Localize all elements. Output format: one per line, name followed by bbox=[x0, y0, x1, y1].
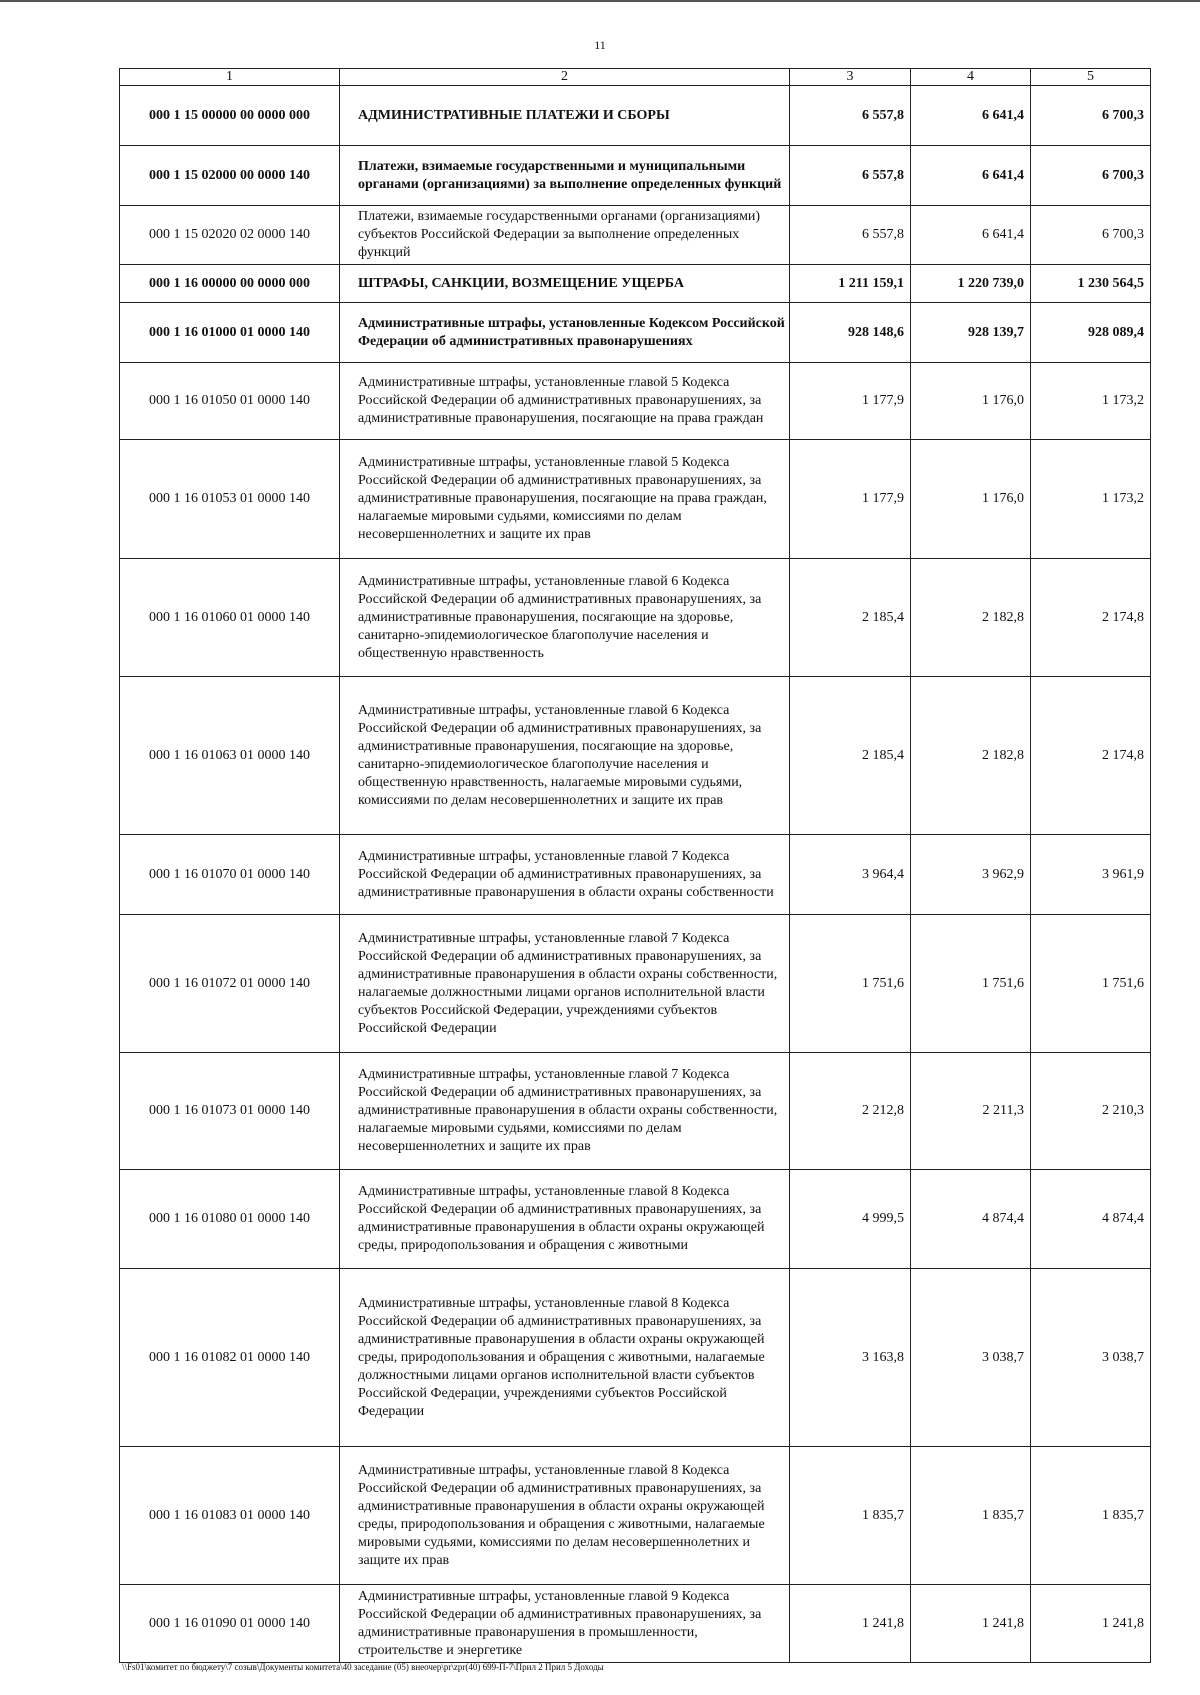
table-row bbox=[120, 146, 1151, 206]
value-col3: 1 241,8 bbox=[790, 1585, 911, 1663]
budget-code: 000 1 16 00000 00 0000 000 bbox=[120, 265, 340, 303]
value-col5: 1 241,8 bbox=[1031, 1585, 1151, 1663]
budget-code: 000 1 16 01082 01 0000 140 bbox=[120, 1269, 340, 1447]
value-col3: 2 185,4 bbox=[790, 677, 911, 835]
table-row bbox=[120, 1585, 1151, 1663]
revenue-name: Платежи, взимаемые государственными и муниципальными органами (организациями) за выполнение определенных функций bbox=[340, 146, 790, 206]
table-row bbox=[120, 1053, 1151, 1170]
value-col5: 1 751,6 bbox=[1031, 915, 1151, 1053]
budget-code: 000 1 16 01090 01 0000 140 bbox=[120, 1585, 340, 1663]
column-header: 4 bbox=[911, 69, 1031, 86]
value-col4: 6 641,4 bbox=[911, 86, 1031, 146]
revenue-name: Административные штрафы, установленные главой 7 Кодекса Российской Федерации об административных правонарушениях, за административные правонарушения в области охраны собственности, налагаемые мировыми судьями, комиссиями по делам несовершеннолетних и защите их прав bbox=[340, 1053, 790, 1170]
budget-code: 000 1 16 01050 01 0000 140 bbox=[120, 363, 340, 440]
budget-code: 000 1 16 01070 01 0000 140 bbox=[120, 835, 340, 915]
value-col5: 2 174,8 bbox=[1031, 559, 1151, 677]
budget-code: 000 1 15 02020 02 0000 140 bbox=[120, 206, 340, 265]
value-col5: 1 173,2 bbox=[1031, 363, 1151, 440]
budget-code: 000 1 16 01073 01 0000 140 bbox=[120, 1053, 340, 1170]
budget-code: 000 1 16 01060 01 0000 140 bbox=[120, 559, 340, 677]
revenue-name: АДМИНИСТРАТИВНЫЕ ПЛАТЕЖИ И СБОРЫ bbox=[340, 86, 790, 146]
column-header: 2 bbox=[340, 69, 790, 86]
value-col4: 1 241,8 bbox=[911, 1585, 1031, 1663]
value-col4: 1 176,0 bbox=[911, 363, 1031, 440]
revenue-name: Административные штрафы, установленные Кодексом Российской Федерации об административных правонарушениях bbox=[340, 303, 790, 363]
revenue-name: Административные штрафы, установленные главой 7 Кодекса Российской Федерации об административных правонарушениях, за административные правонарушения в области охраны собственности, налагаемые должностными лицами органов исполнительной власти субъектов Российской Федерации, учреждениями субъектов Российской Федерации bbox=[340, 915, 790, 1053]
value-col4: 2 211,3 bbox=[911, 1053, 1031, 1170]
value-col4: 1 835,7 bbox=[911, 1447, 1031, 1585]
value-col3: 1 751,6 bbox=[790, 915, 911, 1053]
value-col5: 1 173,2 bbox=[1031, 440, 1151, 559]
value-col3: 1 177,9 bbox=[790, 363, 911, 440]
value-col4: 1 751,6 bbox=[911, 915, 1031, 1053]
value-col3: 6 557,8 bbox=[790, 146, 911, 206]
budget-code: 000 1 16 01063 01 0000 140 bbox=[120, 677, 340, 835]
table-row bbox=[120, 363, 1151, 440]
value-col4: 6 641,4 bbox=[911, 206, 1031, 265]
value-col5: 1 230 564,5 bbox=[1031, 265, 1151, 303]
value-col5: 6 700,3 bbox=[1031, 206, 1151, 265]
value-col3: 1 177,9 bbox=[790, 440, 911, 559]
page-number: 11 bbox=[594, 38, 606, 52]
revenue-table bbox=[119, 68, 1151, 1663]
value-col3: 3 964,4 bbox=[790, 835, 911, 915]
file-path-footer: \\Fs01\комитет по бюджету\7 созыв\Документы комитета\40 заседание (05) внеочер\pr\zpr(40) 699-П-7\Прил 2 Прил 5 Доходы bbox=[122, 1662, 604, 1672]
budget-code: 000 1 16 01083 01 0000 140 bbox=[120, 1447, 340, 1585]
value-col4: 928 139,7 bbox=[911, 303, 1031, 363]
table-row bbox=[120, 1447, 1151, 1585]
value-col4: 2 182,8 bbox=[911, 677, 1031, 835]
revenue-name: Административные штрафы, установленные главой 5 Кодекса Российской Федерации об административных правонарушениях, за административные правонарушения, посягающие на права граждан, налагаемые мировыми судьями, комиссиями по делам несовершеннолетних и защите их прав bbox=[340, 440, 790, 559]
revenue-name: Административные штрафы, установленные главой 8 Кодекса Российской Федерации об административных правонарушениях, за административные правонарушения в области охраны окружающей среды, природопользования и обращения с животными, налагаемые мировыми судьями, комиссиями по делам несовершеннолетних и защите их прав bbox=[340, 1447, 790, 1585]
revenue-name: Административные штрафы, установленные главой 6 Кодекса Российской Федерации об административных правонарушениях, за административные правонарушения, посягающие на здоровье, санитарно-эпидемиологическое благополучие населения и общественную нравственность bbox=[340, 559, 790, 677]
value-col3: 4 999,5 bbox=[790, 1170, 911, 1269]
column-header: 5 bbox=[1031, 69, 1151, 86]
budget-code: 000 1 16 01072 01 0000 140 bbox=[120, 915, 340, 1053]
column-number-row bbox=[120, 69, 1151, 86]
value-col5: 4 874,4 bbox=[1031, 1170, 1151, 1269]
table-row bbox=[120, 1269, 1151, 1447]
value-col5: 6 700,3 bbox=[1031, 146, 1151, 206]
table-row bbox=[120, 440, 1151, 559]
budget-code: 000 1 16 01053 01 0000 140 bbox=[120, 440, 340, 559]
budget-code: 000 1 16 01000 01 0000 140 bbox=[120, 303, 340, 363]
revenue-name: Административные штрафы, установленные главой 9 Кодекса Российской Федерации об административных правонарушениях, за административные правонарушения в промышленности, строительстве и энергетике bbox=[340, 1585, 790, 1663]
table-row bbox=[120, 677, 1151, 835]
table-row bbox=[120, 206, 1151, 265]
revenue-name: Административные штрафы, установленные главой 5 Кодекса Российской Федерации об административных правонарушениях, за административные правонарушения, посягающие на права граждан bbox=[340, 363, 790, 440]
value-col5: 2 174,8 bbox=[1031, 677, 1151, 835]
value-col5: 6 700,3 bbox=[1031, 86, 1151, 146]
budget-code: 000 1 15 02000 00 0000 140 bbox=[120, 146, 340, 206]
revenue-name: Административные штрафы, установленные главой 7 Кодекса Российской Федерации об административных правонарушениях, за административные правонарушения в области охраны собственности bbox=[340, 835, 790, 915]
value-col3: 3 163,8 bbox=[790, 1269, 911, 1447]
value-col4: 3 038,7 bbox=[911, 1269, 1031, 1447]
value-col4: 6 641,4 bbox=[911, 146, 1031, 206]
value-col4: 3 962,9 bbox=[911, 835, 1031, 915]
table-row bbox=[120, 265, 1151, 303]
value-col4: 2 182,8 bbox=[911, 559, 1031, 677]
value-col3: 1 211 159,1 bbox=[790, 265, 911, 303]
value-col3: 2 212,8 bbox=[790, 1053, 911, 1170]
table-row bbox=[120, 86, 1151, 146]
revenue-name: Административные штрафы, установленные главой 8 Кодекса Российской Федерации об административных правонарушениях, за административные правонарушения в области охраны окружающей среды, природопользования и обращения с животными, налагаемые должностными лицами органов исполнительной власти субъектов Российской Федерации, учреждениями субъектов Российской Федерации bbox=[340, 1269, 790, 1447]
table-row bbox=[120, 303, 1151, 363]
revenue-name: Административные штрафы, установленные главой 6 Кодекса Российской Федерации об административных правонарушениях, за административные правонарушения, посягающие на здоровье, санитарно-эпидемиологическое благополучие населения и общественную нравственность, налагаемые мировыми судьями, комиссиями по делам несовершеннолетних и защите их прав bbox=[340, 677, 790, 835]
column-header: 1 bbox=[120, 69, 340, 86]
value-col4: 1 176,0 bbox=[911, 440, 1031, 559]
table-row bbox=[120, 1170, 1151, 1269]
table-row bbox=[120, 915, 1151, 1053]
value-col5: 1 835,7 bbox=[1031, 1447, 1151, 1585]
revenue-name: Административные штрафы, установленные главой 8 Кодекса Российской Федерации об административных правонарушениях, за административные правонарушения в области охраны окружающей среды, природопользования и обращения с животными bbox=[340, 1170, 790, 1269]
value-col5: 3 961,9 bbox=[1031, 835, 1151, 915]
value-col4: 1 220 739,0 bbox=[911, 265, 1031, 303]
revenue-name: ШТРАФЫ, САНКЦИИ, ВОЗМЕЩЕНИЕ УЩЕРБА bbox=[340, 265, 790, 303]
value-col3: 1 835,7 bbox=[790, 1447, 911, 1585]
budget-code: 000 1 15 00000 00 0000 000 bbox=[120, 86, 340, 146]
value-col3: 6 557,8 bbox=[790, 206, 911, 265]
value-col4: 4 874,4 bbox=[911, 1170, 1031, 1269]
budget-code: 000 1 16 01080 01 0000 140 bbox=[120, 1170, 340, 1269]
table-row bbox=[120, 559, 1151, 677]
table-row bbox=[120, 835, 1151, 915]
value-col3: 928 148,6 bbox=[790, 303, 911, 363]
value-col5: 3 038,7 bbox=[1031, 1269, 1151, 1447]
value-col5: 2 210,3 bbox=[1031, 1053, 1151, 1170]
value-col3: 6 557,8 bbox=[790, 86, 911, 146]
revenue-name: Платежи, взимаемые государственными органами (организациями) субъектов Российской Федерации за выполнение определенных функций bbox=[340, 206, 790, 265]
value-col3: 2 185,4 bbox=[790, 559, 911, 677]
scan-edge-line bbox=[0, 0, 1200, 6]
column-header: 3 bbox=[790, 69, 911, 86]
value-col5: 928 089,4 bbox=[1031, 303, 1151, 363]
